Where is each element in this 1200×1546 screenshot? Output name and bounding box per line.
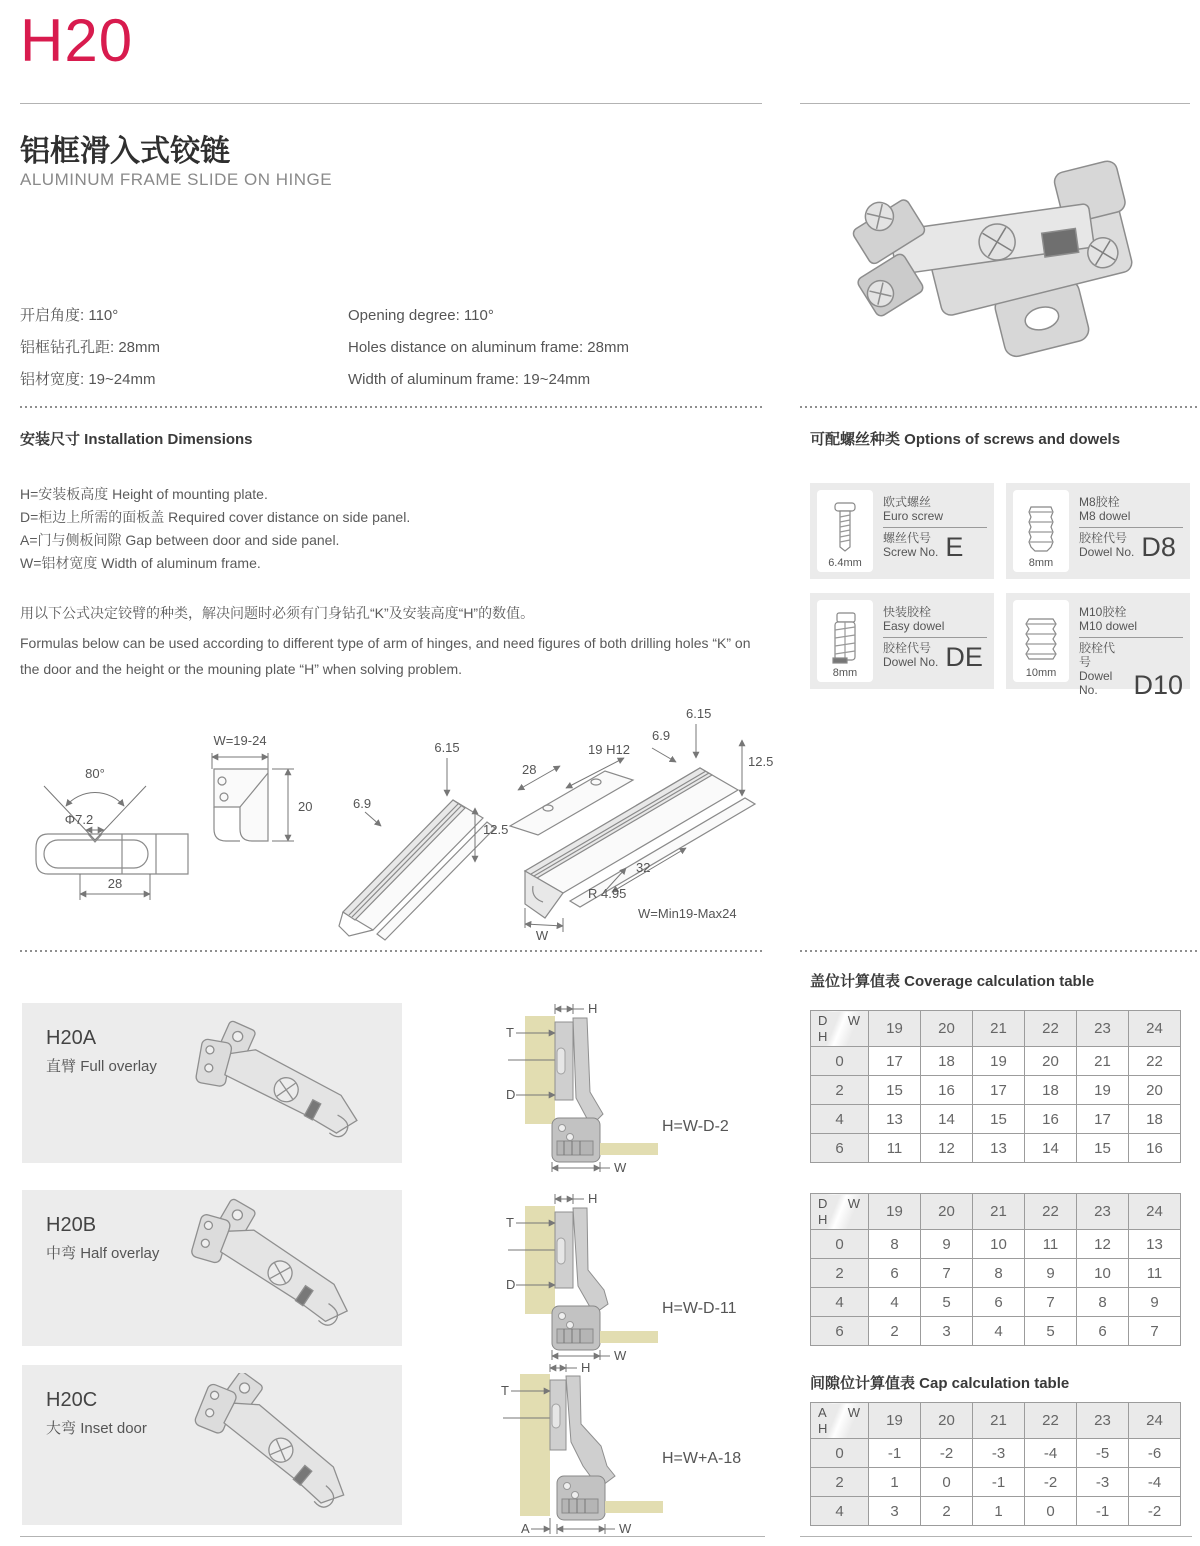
table-row-header: 4 — [811, 1105, 869, 1134]
footer-divider-right — [800, 1536, 1192, 1537]
table-cell: 10 — [1077, 1259, 1129, 1288]
table-col-header: 23 — [1077, 1011, 1129, 1047]
table-col-header: 19 — [869, 1403, 921, 1439]
definition-line: D=柜边上所需的面板盖 Required cover distance on side panel. — [20, 509, 411, 525]
table-row-header: 6 — [811, 1317, 869, 1346]
spec-line: Opening degree: 110° — [348, 307, 494, 324]
variant-photo — [168, 1011, 398, 1155]
table-cell: 0 — [1025, 1497, 1077, 1526]
screws-heading: 可配螺丝种类 Options of screws and dowels — [810, 431, 1121, 448]
dim-slot: 19 H12 — [588, 742, 630, 757]
table-cell: 2 — [869, 1317, 921, 1346]
variant-model: H20C — [46, 1389, 98, 1411]
table-cell: 16 — [1025, 1105, 1077, 1134]
installation-heading: 安装尺寸 Installation Dimensions — [20, 431, 253, 448]
dim-label-d: D — [506, 1277, 516, 1292]
definition-line: W=铝材宽度 Width of aluminum frame. — [20, 555, 261, 571]
dim-label-h: H — [588, 1001, 598, 1016]
table-cell: -3 — [1077, 1468, 1129, 1497]
table-cell: 8 — [1077, 1288, 1129, 1317]
dim-angle: 80° — [85, 766, 105, 781]
note-zh: 用以下公式决定铰臂的种类，解决问题时必须有门身钻孔“K”及安装高度“H”的数值。 — [20, 605, 535, 621]
table-cell: 18 — [1025, 1076, 1077, 1105]
table-cell: -4 — [1025, 1439, 1077, 1468]
screw-code: D8 — [1141, 532, 1176, 562]
formula-h20a: H=W-D-2 — [662, 1118, 729, 1135]
table-cell: -1 — [973, 1468, 1025, 1497]
coverage-table-title: 盖位计算值表 Coverage calculation table — [810, 973, 1095, 990]
table-cell: 9 — [921, 1230, 973, 1259]
dim-width: W — [535, 928, 549, 943]
dim-note: W=Min19-Max24 — [638, 906, 737, 921]
spec-line: Holes distance on aluminum frame: 28mm — [348, 339, 629, 356]
table-cell: 15 — [869, 1076, 921, 1105]
section-divider — [20, 406, 762, 408]
variant-type-en: Inset door — [80, 1420, 147, 1437]
dim-lip: 6.9 — [652, 728, 671, 743]
table-cell: 16 — [1129, 1134, 1181, 1163]
drawing-rail — [325, 712, 510, 947]
calc-table — [810, 1193, 1181, 1346]
table-col-header: 24 — [1129, 1194, 1181, 1230]
footer-divider-left — [20, 1536, 765, 1537]
euro-screw-icon — [828, 501, 862, 557]
screw-name-en: M8 dowel — [1079, 509, 1131, 523]
screw-image-box — [1013, 490, 1069, 572]
table-cell: 12 — [921, 1134, 973, 1163]
table-cell: 4 — [973, 1317, 1025, 1346]
spec-line: 开启角度: 110° — [20, 307, 119, 324]
table-cell: 22 — [1129, 1047, 1181, 1076]
cap-table — [810, 1402, 1181, 1526]
coverage-table-a — [810, 1010, 1181, 1163]
screw-options-grid — [810, 483, 1190, 700]
screw-option-card — [1006, 483, 1190, 579]
table-cell: -2 — [921, 1439, 973, 1468]
table-cell: -4 — [1129, 1468, 1181, 1497]
table-col-header: 19 — [869, 1011, 921, 1047]
card-divider — [1079, 637, 1183, 638]
table-cell: 18 — [921, 1047, 973, 1076]
table-cell: -1 — [1077, 1497, 1129, 1526]
section-divider — [800, 950, 1200, 952]
table-cell: 2 — [921, 1497, 973, 1526]
screw-image-box — [1013, 600, 1069, 682]
variant-card-h20a — [22, 1003, 402, 1163]
table-cell: 16 — [921, 1076, 973, 1105]
formula-h20c: H=W+A-18 — [662, 1450, 742, 1467]
table-cell: 6 — [973, 1288, 1025, 1317]
screw-size: 10mm — [1025, 667, 1057, 679]
dim-height: 20 — [298, 799, 313, 814]
table-cell: 13 — [973, 1134, 1025, 1163]
table-cell: 0 — [921, 1468, 973, 1497]
dim-side: 12.5 — [748, 754, 774, 769]
table-col-header: 22 — [1025, 1403, 1077, 1439]
header-divider-left — [20, 103, 762, 104]
table-cell: 15 — [1077, 1134, 1129, 1163]
table-row-header: 6 — [811, 1134, 869, 1163]
screw-option-card — [810, 593, 994, 689]
table-row-header: 2 — [811, 1259, 869, 1288]
table-col-header: 22 — [1025, 1194, 1077, 1230]
screw-name-en: Euro screw — [883, 509, 944, 523]
m8-dowel-icon — [1023, 501, 1059, 557]
section-divider — [20, 950, 765, 952]
drawing-assembly — [500, 696, 795, 946]
table-col-header: 21 — [973, 1194, 1025, 1230]
variant-model: H20A — [46, 1027, 97, 1049]
dim-radius: R 4.95 — [588, 886, 627, 901]
table-col-header: 21 — [973, 1011, 1025, 1047]
table-row-header: 0 — [811, 1047, 869, 1076]
table-row-header: 4 — [811, 1497, 869, 1526]
table-cell: 7 — [921, 1259, 973, 1288]
table-corner-cell: A W H — [811, 1403, 869, 1439]
dim-label-t: T — [501, 1383, 509, 1398]
dim-label-a: A — [521, 1521, 530, 1536]
screw-code: DE — [945, 642, 983, 672]
diagram-h20a — [500, 1000, 730, 1178]
table-col-header: 24 — [1129, 1403, 1181, 1439]
table-cell: 1 — [973, 1497, 1025, 1526]
calc-table — [810, 1010, 1181, 1163]
table-cell: 13 — [1129, 1230, 1181, 1259]
code-label-zh: 胶栓代号 — [1079, 531, 1128, 545]
drawing-profile-section — [206, 733, 321, 913]
page-title: H20 — [20, 7, 134, 74]
note-en: Formulas below can be used according to different type of arm of hinges, and need figures of both drilling holes “K” on the door and the height or the mouning plate “H” when solving problem. — [20, 635, 751, 677]
variant-photo — [168, 1198, 398, 1338]
spec-line: Width of aluminum frame: 19~24mm — [348, 371, 591, 388]
dim-diameter: Φ7.2 — [64, 812, 94, 827]
dim-label-d: D — [506, 1087, 516, 1102]
screw-code: D10 — [1133, 670, 1183, 700]
screw-image-box — [817, 490, 873, 572]
table-cell: 20 — [1025, 1047, 1077, 1076]
specs-en — [348, 300, 629, 396]
variant-type-zh: 大弯 — [46, 1420, 77, 1437]
table-cell: 4 — [869, 1288, 921, 1317]
table-cell: 6 — [1077, 1317, 1129, 1346]
screw-option-card — [1006, 593, 1190, 700]
table-cell: 17 — [973, 1076, 1025, 1105]
table-col-header: 24 — [1129, 1011, 1181, 1047]
calc-table — [810, 1402, 1181, 1526]
table-cell: -6 — [1129, 1439, 1181, 1468]
table-col-header: 23 — [1077, 1403, 1129, 1439]
table-cell: -1 — [869, 1439, 921, 1468]
product-photo — [835, 138, 1165, 396]
screw-size: 6.4mm — [828, 557, 862, 569]
table-cell: 5 — [921, 1288, 973, 1317]
table-row-header: 0 — [811, 1230, 869, 1259]
table-cell: 17 — [1077, 1105, 1129, 1134]
card-divider — [883, 637, 987, 638]
table-cell: 21 — [1077, 1047, 1129, 1076]
card-divider — [883, 527, 987, 528]
dim-label-h: H — [581, 1362, 591, 1375]
code-label-en: Dowel No. — [1079, 669, 1113, 697]
dim-label-w: W — [614, 1160, 627, 1175]
variant-type-en: Half overlay — [80, 1245, 160, 1262]
dim-hole-pitch: 28 — [522, 762, 537, 777]
table-cell: 7 — [1129, 1317, 1181, 1346]
definition-line: A=门与侧板间隙 Gap between door and side panel. — [20, 532, 340, 548]
table-cell: 8 — [869, 1230, 921, 1259]
m10-dowel-icon — [1021, 611, 1061, 667]
table-col-header: 19 — [869, 1194, 921, 1230]
variant-card-h20c — [22, 1365, 402, 1525]
table-cell: 3 — [869, 1497, 921, 1526]
table-cell: 13 — [869, 1105, 921, 1134]
table-cell: 9 — [1129, 1288, 1181, 1317]
dimension-definitions — [20, 483, 410, 575]
table-col-header: 21 — [973, 1403, 1025, 1439]
table-cell: 3 — [921, 1317, 973, 1346]
table-col-header: 22 — [1025, 1011, 1077, 1047]
table-cell: 14 — [1025, 1134, 1077, 1163]
table-cell: -3 — [973, 1439, 1025, 1468]
easy-dowel-icon — [827, 611, 863, 667]
table-col-header: 20 — [921, 1194, 973, 1230]
cap-table-title: 间隙位计算值表 Cap calculation table — [810, 1375, 1070, 1392]
spec-line: 铝材宽度: 19~24mm — [20, 371, 156, 388]
formula-h20b: H=W-D-11 — [662, 1300, 737, 1317]
table-cell: 19 — [1077, 1076, 1129, 1105]
dim-frame-width: W=19-24 — [213, 733, 267, 748]
variant-photo — [168, 1373, 398, 1517]
code-label-zh: 胶栓代号 — [1079, 641, 1116, 669]
table-cell: 5 — [1025, 1317, 1077, 1346]
table-col-header: 20 — [921, 1403, 973, 1439]
dim-label-h: H — [588, 1192, 598, 1206]
variant-model: H20B — [46, 1214, 97, 1236]
table-cell: 14 — [921, 1105, 973, 1134]
dim-label-w: W — [614, 1348, 627, 1363]
screw-name-en: Easy dowel — [883, 619, 945, 633]
code-label-en: Dowel No. — [1079, 545, 1135, 559]
screw-code: E — [945, 532, 964, 562]
product-title-zh: 铝框滑入式铰链 — [20, 135, 230, 168]
table-cell: 18 — [1129, 1105, 1181, 1134]
definition-line: H=安装板高度 Height of mounting plate. — [20, 486, 268, 502]
dim-label-w: W — [619, 1521, 632, 1536]
screw-option-card — [810, 483, 994, 579]
header-divider-right — [800, 103, 1190, 104]
variant-card-h20b — [22, 1190, 402, 1346]
table-cell: 7 — [1025, 1288, 1077, 1317]
screw-name-en: M10 dowel — [1079, 619, 1138, 633]
screw-name-zh: 快装胶栓 — [883, 605, 932, 619]
table-cell: 17 — [869, 1047, 921, 1076]
table-cell: -5 — [1077, 1439, 1129, 1468]
table-cell: 12 — [1077, 1230, 1129, 1259]
variant-type-zh: 直臂 — [46, 1058, 77, 1075]
coverage-table-b — [810, 1193, 1181, 1346]
dim-label-t: T — [506, 1215, 514, 1230]
table-row-header: 0 — [811, 1439, 869, 1468]
table-cell: 6 — [869, 1259, 921, 1288]
section-divider — [800, 406, 1200, 408]
table-row-header: 4 — [811, 1288, 869, 1317]
table-cell: -2 — [1025, 1468, 1077, 1497]
code-label-en: Screw No. — [883, 545, 939, 559]
table-cell: 11 — [1129, 1259, 1181, 1288]
dim-width: 28 — [107, 876, 123, 891]
dim-top: 6.15 — [686, 706, 712, 721]
specs-zh — [20, 300, 160, 396]
screw-size: 8mm — [1028, 557, 1054, 569]
screw-name-zh: 欧式螺丝 — [883, 495, 932, 509]
table-cell: 8 — [973, 1259, 1025, 1288]
table-cell: 19 — [973, 1047, 1025, 1076]
table-col-header: 23 — [1077, 1194, 1129, 1230]
table-cell: 11 — [869, 1134, 921, 1163]
dim-side: 12.5 — [483, 822, 509, 837]
screw-name-zh: M8胶栓 — [1079, 495, 1120, 509]
dim-label-t: T — [506, 1025, 514, 1040]
dim-top: 6.15 — [434, 740, 460, 755]
screw-name-zh: M10胶栓 — [1079, 605, 1127, 619]
table-corner-cell: D W H — [811, 1011, 869, 1047]
card-divider — [1079, 527, 1183, 528]
screw-image-box — [817, 600, 873, 682]
table-row-header: 2 — [811, 1468, 869, 1497]
variant-type-en: Full overlay — [80, 1058, 157, 1075]
dim-lip: 6.9 — [353, 796, 372, 811]
spec-line: 铝框钻孔孔距: 28mm — [20, 339, 161, 356]
table-cell: 20 — [1129, 1076, 1181, 1105]
table-col-header: 20 — [921, 1011, 973, 1047]
product-title-en: ALUMINUM FRAME SLIDE ON HINGE — [20, 170, 333, 189]
variant-type-zh: 中弯 — [46, 1245, 77, 1262]
table-cell: 10 — [973, 1230, 1025, 1259]
table-cell: -2 — [1129, 1497, 1181, 1526]
code-label-zh: 螺丝代号 — [883, 531, 932, 545]
table-cell: 11 — [1025, 1230, 1077, 1259]
diagram-h20b — [500, 1192, 730, 1364]
screw-size: 8mm — [832, 667, 858, 679]
table-cell: 1 — [869, 1468, 921, 1497]
code-label-en: Dowel No. — [883, 655, 939, 669]
code-label-zh: 胶栓代号 — [883, 641, 932, 655]
table-corner-cell: D W H — [811, 1194, 869, 1230]
drawing-profile-top — [22, 722, 212, 922]
table-row-header: 2 — [811, 1076, 869, 1105]
table-cell: 9 — [1025, 1259, 1077, 1288]
table-cell: 15 — [973, 1105, 1025, 1134]
dim-length: 32 — [636, 860, 651, 875]
